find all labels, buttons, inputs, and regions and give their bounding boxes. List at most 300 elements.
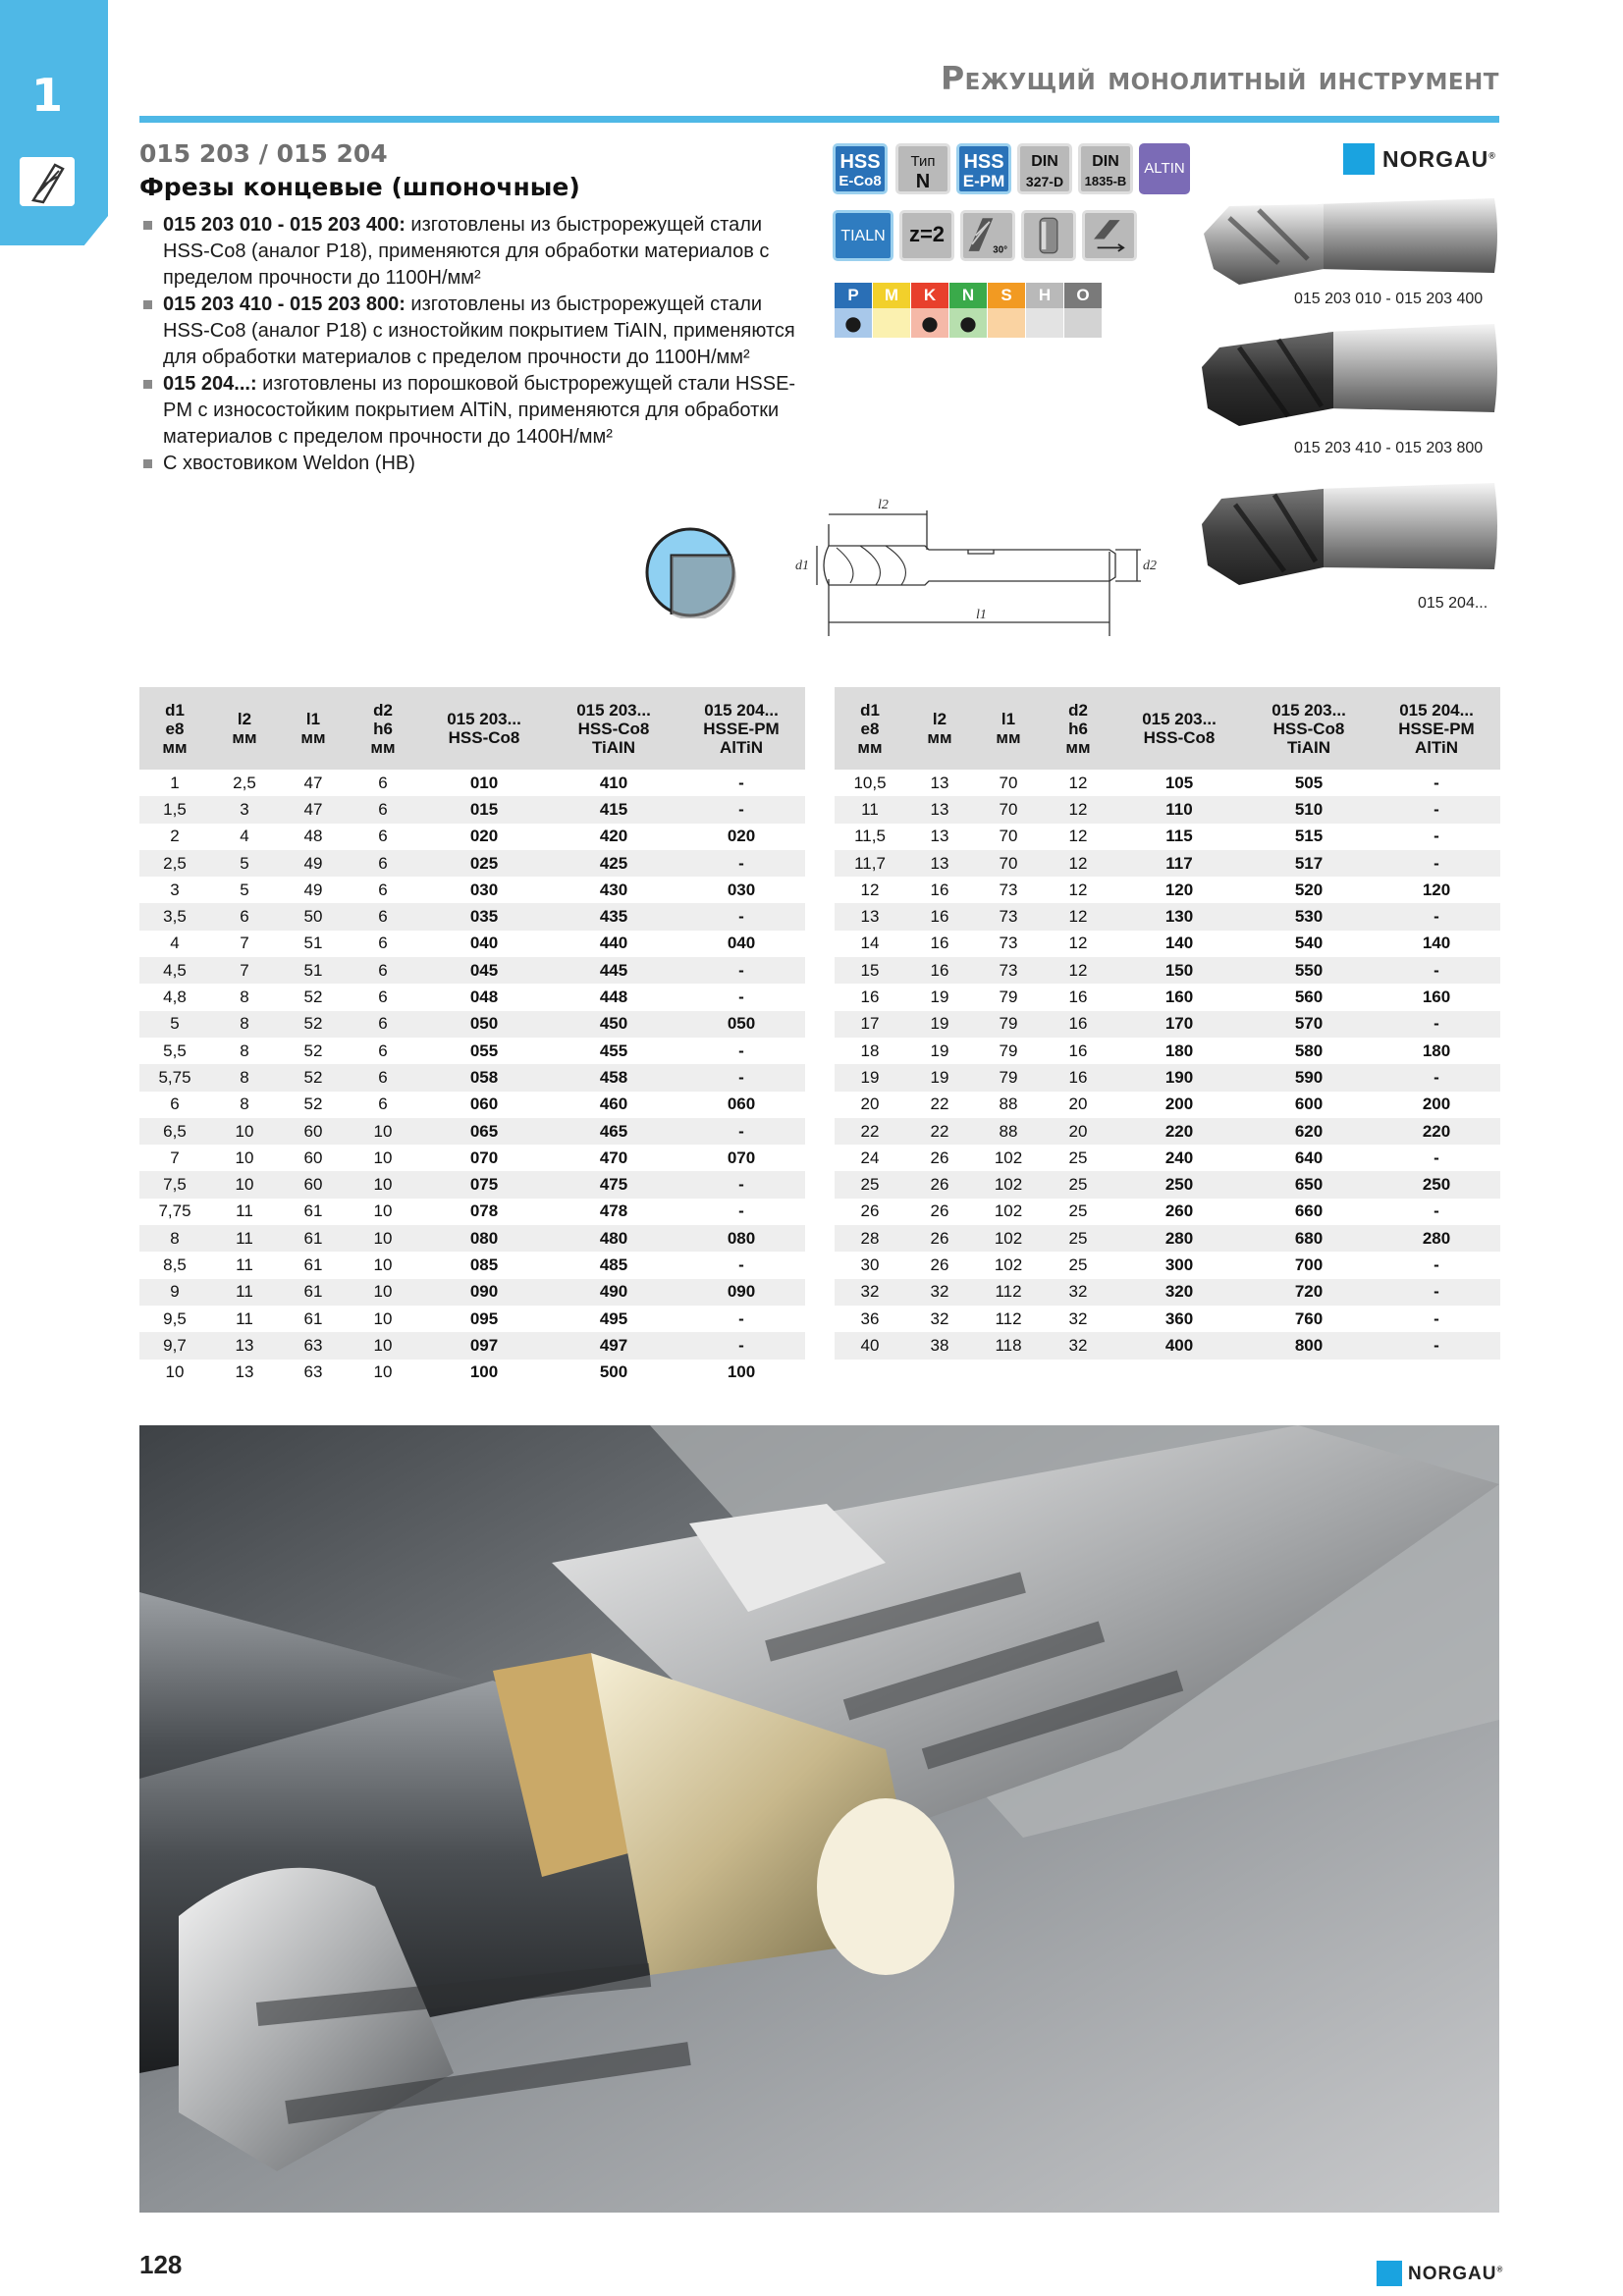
table-cell: 32 [1068, 1308, 1088, 1328]
table-cell: 16 [1068, 988, 1088, 1007]
table-cell: 102 [974, 1171, 1043, 1198]
table-row [139, 931, 805, 957]
table-cell: 102 [994, 1255, 1023, 1274]
table-cell: 420 [599, 827, 628, 846]
table-row [139, 1145, 805, 1171]
title-rule [139, 116, 1499, 123]
table-cell: 73 [974, 903, 1043, 930]
table-cell: 16 [905, 903, 974, 930]
table-cell: 050 [677, 1011, 805, 1038]
table-cell: - [677, 1118, 805, 1145]
svg-text:l1: l1 [976, 608, 987, 622]
table-cell: 117 [1113, 850, 1245, 877]
table-cell: 8 [210, 1064, 279, 1091]
table-cell: 5,75 [139, 1064, 210, 1091]
table-row [835, 824, 1500, 850]
table-cell: 10 [348, 1171, 418, 1198]
table-row [835, 877, 1500, 903]
table-cell: 478 [599, 1201, 628, 1221]
table-cell: 050 [418, 1011, 550, 1038]
table-cell: 6 [378, 1041, 388, 1060]
din1835-badge: DIN 1835-B [1078, 143, 1133, 194]
table-cell: 220 [1113, 1118, 1245, 1145]
table-row [139, 984, 805, 1010]
table-cell: 60 [303, 1148, 323, 1167]
table-cell: - [1373, 1011, 1500, 1038]
table-cell: 540 [1294, 934, 1324, 953]
table-cell: - [1434, 1308, 1439, 1328]
table-cell: 22 [930, 1095, 949, 1114]
table-cell: 19 [930, 1041, 949, 1060]
table-cell: 12 [1068, 934, 1088, 953]
table-cell: 70 [974, 850, 1043, 877]
table-cell: 32 [905, 1279, 974, 1306]
material-o-dot [1064, 308, 1102, 338]
table-cell: 102 [994, 1201, 1023, 1221]
material-s: S [988, 283, 1025, 308]
table-cell: 26 [930, 1201, 949, 1221]
column-header: d2 h6 мм [348, 687, 418, 770]
table-cell: 500 [599, 1362, 628, 1382]
table-cell: 080 [677, 1225, 805, 1252]
table-cell: 360 [1164, 1308, 1194, 1328]
table-cell: 47 [279, 796, 348, 823]
table-cell: 2 [170, 827, 180, 846]
table-cell: 520 [1294, 880, 1324, 899]
table-cell: 16 [930, 880, 949, 899]
table-row [139, 1332, 805, 1359]
table-row [835, 1225, 1500, 1252]
table-cell: - [1434, 773, 1439, 792]
table-cell: 52 [303, 1041, 323, 1060]
table-cell: - [677, 903, 805, 930]
table-cell: 22 [905, 1118, 974, 1145]
table-cell: 025 [418, 850, 550, 877]
column-header: 015 204... HSSE-PM AlTiN [677, 687, 805, 770]
table-cell: 515 [1294, 827, 1324, 846]
table-cell: 79 [974, 1011, 1043, 1038]
material-k: K [911, 283, 948, 308]
table-cell: 48 [303, 827, 323, 846]
table-cell: 070 [469, 1148, 499, 1167]
table-cell: 52 [303, 1095, 323, 1114]
table-cell: 475 [550, 1171, 677, 1198]
footer-brand-square-icon [1377, 2261, 1402, 2286]
table-cell: 180 [1422, 1041, 1451, 1060]
table-cell: 490 [550, 1279, 677, 1306]
table-cell: 448 [599, 988, 628, 1007]
table-cell: 16 [860, 988, 880, 1007]
description-item: С хвостовиком Weldon (HB) [143, 451, 811, 477]
table-cell: 4 [170, 934, 180, 953]
table-cell: 10 [373, 1362, 393, 1382]
column-header: d1 e8 мм [835, 687, 905, 770]
table-cell: 097 [418, 1332, 550, 1359]
image-caption-2: 015 203 410 - 015 203 800 [1294, 440, 1484, 456]
table-cell: 13 [905, 796, 974, 823]
table-cell: 140 [1422, 934, 1451, 953]
material-p-dot: ● [835, 308, 872, 338]
table-cell: 25 [1068, 1148, 1088, 1167]
table-cell: - [677, 957, 805, 984]
table-cell: 445 [550, 957, 677, 984]
table-cell: 7 [240, 934, 249, 953]
table-row [835, 1171, 1500, 1198]
table-row [835, 1064, 1500, 1091]
table-row [139, 1011, 805, 1038]
spec-table-right [835, 687, 1500, 1360]
table-cell: 035 [418, 903, 550, 930]
table-row [835, 984, 1500, 1010]
table-cell: - [1434, 1201, 1439, 1221]
table-cell: 065 [418, 1118, 550, 1145]
table-cell: 63 [279, 1332, 348, 1359]
description-list [143, 212, 811, 477]
column-header: d1 e8 мм [139, 687, 210, 770]
table-cell: - [738, 1041, 744, 1060]
table-cell: 430 [599, 880, 628, 899]
table-cell: 700 [1294, 1255, 1324, 1274]
product-codes: 015 203 / 015 204 [139, 139, 388, 168]
table-cell: 110 [1113, 796, 1245, 823]
table-cell: 7 [210, 957, 279, 984]
brand-square-icon [1343, 143, 1375, 175]
table-cell: 440 [599, 934, 628, 953]
table-row [139, 903, 805, 930]
table-cell: 030 [469, 880, 499, 899]
table-cell: - [738, 773, 744, 792]
table-cell: 470 [599, 1148, 628, 1167]
table-cell: 10 [348, 1118, 418, 1145]
table-cell: 5 [240, 880, 249, 899]
table-cell: 6 [348, 903, 418, 930]
table-row [139, 1171, 805, 1198]
table-cell: 550 [1245, 957, 1373, 984]
table-cell: 12 [1068, 773, 1088, 792]
table-cell: 200 [1422, 1095, 1451, 1114]
din327-badge: DIN 327-D [1017, 143, 1072, 194]
table-cell: 10 [373, 1201, 393, 1221]
table-row [139, 1118, 805, 1145]
table-cell: 13 [930, 827, 949, 846]
table-cell: 5 [139, 1011, 210, 1038]
table-cell: 560 [1294, 988, 1324, 1007]
table-cell: 26 [905, 1225, 974, 1252]
table-cell: 045 [418, 957, 550, 984]
material-p: P [835, 283, 872, 308]
table-cell: 190 [1113, 1064, 1245, 1091]
table-cell: 3 [170, 880, 180, 899]
table-row [835, 1038, 1500, 1064]
table-cell: 19 [930, 988, 949, 1007]
table-cell: - [738, 988, 744, 1007]
table-cell: 9,5 [163, 1308, 187, 1328]
table-cell: 6 [378, 827, 388, 846]
column-header: l2 мм [210, 687, 279, 770]
table-cell: 7,75 [158, 1201, 191, 1221]
table-cell: 760 [1294, 1308, 1324, 1328]
table-cell: 8 [139, 1225, 210, 1252]
table-cell: - [1373, 796, 1500, 823]
helix-angle-icon [960, 210, 1015, 261]
table-row [139, 1092, 805, 1118]
table-cell: 060 [727, 1095, 756, 1114]
table-cell: 52 [303, 988, 323, 1007]
table-row [835, 1306, 1500, 1332]
table-row [139, 1199, 805, 1225]
svg-text:d1: d1 [795, 559, 809, 573]
table-cell: 260 [1164, 1201, 1194, 1221]
page-number: 128 [139, 2250, 183, 2279]
flutes-badge: z=2 [899, 210, 954, 261]
column-header: d2 h6 мм [1043, 687, 1113, 770]
table-row [835, 1011, 1500, 1038]
table-cell: 640 [1294, 1148, 1324, 1167]
table-cell: 88 [974, 1118, 1043, 1145]
table-cell: 160 [1422, 988, 1451, 1007]
table-cell: 485 [599, 1255, 628, 1274]
table-cell: 28 [835, 1225, 905, 1252]
material-o: O [1064, 283, 1102, 308]
table-cell: 102 [974, 1225, 1043, 1252]
table-cell: 25 [1043, 1171, 1113, 1198]
table-cell: 49 [279, 850, 348, 877]
table-cell: 12 [1043, 796, 1113, 823]
image-caption-1: 015 203 010 - 015 203 400 [1294, 291, 1484, 307]
table-cell: 11 [236, 1201, 253, 1221]
table-cell: 13 [930, 773, 949, 792]
type-n-badge: Тип N [895, 143, 950, 194]
table-cell: 030 [727, 880, 756, 899]
table-cell: 11 [210, 1279, 279, 1306]
table-cell: 040 [469, 934, 499, 953]
table-cell: - [1373, 1279, 1500, 1306]
table-cell: 105 [1164, 773, 1194, 792]
table-cell: 13 [835, 903, 905, 930]
table-cell: 2,5 [139, 850, 210, 877]
table-cell: 517 [1245, 850, 1373, 877]
svg-text:d2: d2 [1143, 559, 1157, 573]
table-cell: 240 [1164, 1148, 1194, 1167]
table-cell: 26 [905, 1171, 974, 1198]
table-cell: 9,7 [139, 1332, 210, 1359]
table-cell: 140 [1164, 934, 1194, 953]
product-name: Фрезы концевые (шпоночные) [139, 173, 580, 201]
table-cell: 9 [139, 1279, 210, 1306]
table-cell: 090 [418, 1279, 550, 1306]
table-cell: 6 [170, 1095, 180, 1114]
table-cell: 530 [1245, 903, 1373, 930]
table-cell: - [738, 1308, 744, 1328]
table-cell: 5 [210, 850, 279, 877]
table-cell: 055 [469, 1041, 499, 1060]
svg-text:30°: 30° [993, 244, 1008, 256]
table-row [835, 850, 1500, 877]
table-row [835, 1118, 1500, 1145]
table-cell: 112 [995, 1308, 1022, 1328]
table-cell: 10 [165, 1362, 185, 1382]
table-cell: 3 [210, 796, 279, 823]
table-cell: 2,5 [233, 773, 256, 792]
table-row [139, 796, 805, 823]
table-cell: 20 [1043, 1118, 1113, 1145]
column-header: 015 204... HSSE-PM AlTiN [1373, 687, 1500, 770]
table-cell: 73 [999, 880, 1018, 899]
table-cell: 51 [279, 957, 348, 984]
table-cell: 22 [835, 1118, 905, 1145]
description-item: 015 203 410 - 015 203 800: изготовлены из быстрорежущей стали HSS-Co8 (аналог Р18) с изностойким покрытием TiAIN, применяются для обработки материалов с пределом прочности до 1100Н/мм² [143, 292, 811, 371]
table-row [139, 770, 805, 796]
table-cell: 20 [1068, 1095, 1088, 1114]
table-cell: 400 [1113, 1332, 1245, 1359]
table-cell: 19 [905, 1064, 974, 1091]
table-cell: 12 [1068, 880, 1088, 899]
table-cell: - [1373, 957, 1500, 984]
page-title: Режущий монолитный инструмент [940, 59, 1499, 97]
table-cell: 16 [1043, 1064, 1113, 1091]
table-cell: 497 [550, 1332, 677, 1359]
table-cell: 19 [835, 1064, 905, 1091]
table-cell: 6 [378, 1095, 388, 1114]
table-cell: 8 [240, 1095, 249, 1114]
table-cell: 61 [303, 1308, 323, 1328]
table-cell: 79 [974, 1064, 1043, 1091]
table-cell: 11,5 [854, 827, 886, 846]
table-cell: 6 [378, 934, 388, 953]
table-cell: 18 [860, 1041, 880, 1060]
table-cell: - [677, 850, 805, 877]
table-cell: 12 [860, 880, 880, 899]
table-row [139, 877, 805, 903]
table-cell: 8 [240, 988, 249, 1007]
table-cell: - [677, 1332, 805, 1359]
table-cell: 080 [418, 1225, 550, 1252]
table-cell: 8 [210, 1011, 279, 1038]
material-m-dot [873, 308, 910, 338]
table-cell: 79 [999, 1041, 1018, 1060]
table-cell: 160 [1164, 988, 1194, 1007]
table-cell: 11 [210, 1225, 279, 1252]
table-cell: 015 [418, 796, 550, 823]
table-cell: 50 [279, 903, 348, 930]
table-cell: 32 [1043, 1332, 1113, 1359]
table-cell: 250 [1373, 1171, 1500, 1198]
table-cell: 680 [1245, 1225, 1373, 1252]
table-cell: 115 [1165, 827, 1193, 846]
table-cell: 6 [378, 773, 388, 792]
table-cell: 25 [835, 1171, 905, 1198]
table-cell: 048 [469, 988, 499, 1007]
table-cell: 455 [599, 1041, 628, 1060]
table-cell: 6 [378, 988, 388, 1007]
table-cell: 12 [1043, 850, 1113, 877]
table-row [835, 1199, 1500, 1225]
end-cutting-icon [1082, 210, 1137, 261]
table-cell: 70 [974, 796, 1043, 823]
table-cell: 095 [469, 1308, 499, 1328]
table-cell: 580 [1294, 1041, 1324, 1060]
table-cell: 52 [279, 1011, 348, 1038]
end-mills-photo [139, 1425, 1499, 2213]
table-row [139, 1306, 805, 1332]
table-cell: 570 [1245, 1011, 1373, 1038]
table-cell: 60 [279, 1118, 348, 1145]
column-header: l1 мм [974, 687, 1043, 770]
table-cell: 410 [599, 773, 628, 792]
table-cell: - [1434, 1255, 1439, 1274]
table-cell: 38 [905, 1332, 974, 1359]
table-row [835, 1279, 1500, 1306]
table-cell: 61 [303, 1255, 323, 1274]
table-cell: 25 [1043, 1225, 1113, 1252]
table-cell: 250 [1113, 1171, 1245, 1198]
table-row [835, 1092, 1500, 1118]
table-cell: 12 [1043, 903, 1113, 930]
table-cell: 15 [835, 957, 905, 984]
table-cell: 085 [469, 1255, 499, 1274]
table-cell: 7 [170, 1148, 180, 1167]
table-cell: 720 [1245, 1279, 1373, 1306]
table-cell: 058 [418, 1064, 550, 1091]
material-m: M [873, 283, 910, 308]
table-cell: 800 [1245, 1332, 1373, 1359]
svg-text:l2: l2 [878, 498, 889, 512]
table-cell: 26 [930, 1255, 949, 1274]
table-cell: 11 [835, 796, 905, 823]
table-cell: 47 [303, 773, 323, 792]
column-header: 015 203... HSS-Co8 TiAIN [1245, 687, 1373, 770]
description-item: 015 203 010 - 015 203 400: изготовлены из быстрорежущей стали HSS-Co8 (аналог Р18), применяются для обработки материалов с пределом прочности до 1100Н/мм² [143, 212, 811, 292]
table-row [139, 1064, 805, 1091]
table-cell: 120 [1422, 880, 1451, 899]
table-cell: 6,5 [139, 1118, 210, 1145]
table-cell: 61 [279, 1279, 348, 1306]
table-cell: 70 [999, 827, 1018, 846]
table-cell: 17 [835, 1011, 905, 1038]
table-cell: 24 [860, 1148, 880, 1167]
table-cell: 6 [348, 850, 418, 877]
table-cell: - [677, 796, 805, 823]
material-h-dot [1026, 308, 1063, 338]
hss-epm-badge: HSS E-PM [956, 143, 1011, 194]
column-header: l1 мм [279, 687, 348, 770]
table-cell: 20 [860, 1095, 880, 1114]
table-cell: 510 [1245, 796, 1373, 823]
table-cell: 660 [1294, 1201, 1324, 1221]
table-cell: 450 [550, 1011, 677, 1038]
table-cell: - [1373, 903, 1500, 930]
table-cell: 170 [1113, 1011, 1245, 1038]
table-cell: 435 [550, 903, 677, 930]
table-cell: 075 [418, 1171, 550, 1198]
table-cell: 26 [930, 1148, 949, 1167]
table-cell: 060 [469, 1095, 499, 1114]
table-cell: - [1373, 850, 1500, 877]
table-cell: 10 [210, 1118, 279, 1145]
tool-image-tiain [1200, 318, 1500, 436]
table-cell: 4,8 [163, 988, 187, 1007]
material-n-dot: ● [949, 308, 987, 338]
hss-eco8-badge: HSS E-Co8 [833, 143, 888, 194]
table-cell: 112 [974, 1279, 1043, 1306]
table-cell: 100 [469, 1362, 499, 1382]
table-cell: 12 [1043, 957, 1113, 984]
table-cell: - [738, 1255, 744, 1274]
table-cell: 11,7 [835, 850, 905, 877]
table-cell: 40 [835, 1332, 905, 1359]
table-cell: 480 [550, 1225, 677, 1252]
table-cell: 61 [279, 1225, 348, 1252]
